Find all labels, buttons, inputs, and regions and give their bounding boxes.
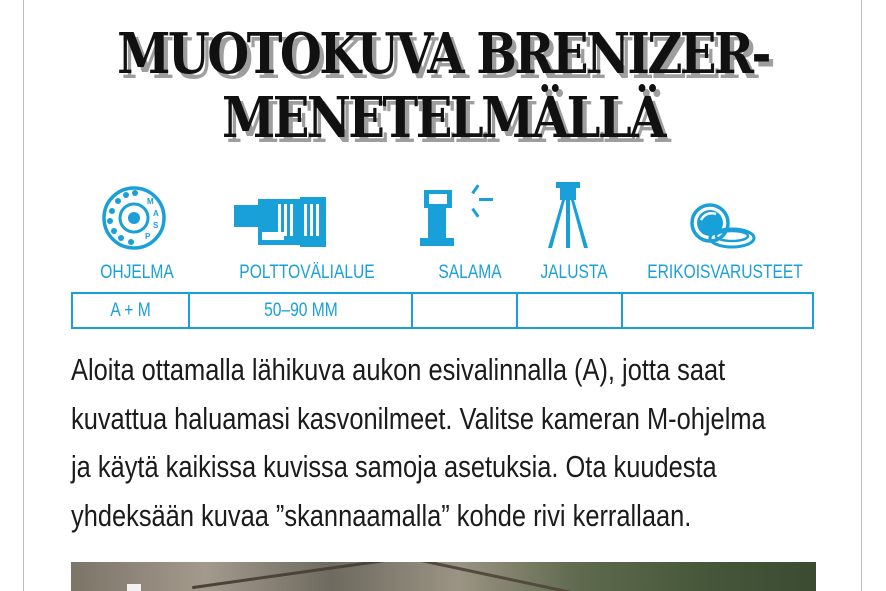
- dial-letter-p: P: [145, 232, 151, 241]
- spec-table: [71, 292, 814, 329]
- tripod-icon: [546, 180, 590, 252]
- page-border-left: [23, 0, 24, 591]
- spec-label-flash: SALAMA: [438, 262, 502, 283]
- spec-label-tripod: JALUSTA: [540, 262, 608, 283]
- spec-value-focal-range: 50–90 MM: [263, 299, 338, 321]
- dial-letter-a: A: [153, 209, 159, 218]
- spec-cell-focal-range: [190, 294, 413, 327]
- spec-cell-tripod: [518, 294, 623, 327]
- filters-icon: [688, 202, 758, 250]
- body-paragraph: [71, 346, 831, 540]
- body-line-3: ja käytä kaikissa kuvissa samoja asetuksia. Ota kuudesta: [71, 449, 717, 484]
- body-line-1: Aloita ottamalla lähikuva aukon esivalinnalla (A), jotta saat: [71, 352, 726, 387]
- dial-letter-s: S: [153, 221, 159, 230]
- page-border-right: [861, 0, 862, 591]
- portrait-photo: [71, 562, 816, 591]
- spec-label-program: OHJELMA: [100, 262, 174, 283]
- photo-branch: [192, 562, 450, 589]
- headline-line-1: MUOTOKUVA BRENIZER-: [117, 21, 769, 87]
- spec-label-accessories: ERIKOISVARUSTEET: [647, 262, 803, 283]
- headline-line-2: MENETELMÄLLÄ: [222, 85, 664, 151]
- body-line-2: kuvattua haluamasi kasvonilmeet. Valitse kameran M-ohjelma: [71, 400, 766, 436]
- spec-label-focal-range: POLTTOVÄLIALUE: [239, 262, 375, 283]
- mode-dial-icon: [101, 185, 167, 251]
- dial-letter-m: M: [147, 197, 154, 206]
- spec-value-program: A + M: [110, 299, 151, 321]
- lens-icon: [232, 196, 328, 250]
- flash-icon: [416, 180, 496, 250]
- spec-cell-accessories: [623, 294, 812, 327]
- photo-branch: [403, 562, 599, 591]
- article-headline: [62, 22, 824, 150]
- spec-cell-program: [73, 294, 190, 327]
- body-line-4: yhdeksään kuvaa ”skannaamalla” kohde rivi kerrallaan.: [71, 497, 692, 533]
- photo-marker: [127, 584, 141, 591]
- spec-cell-flash: [413, 294, 518, 327]
